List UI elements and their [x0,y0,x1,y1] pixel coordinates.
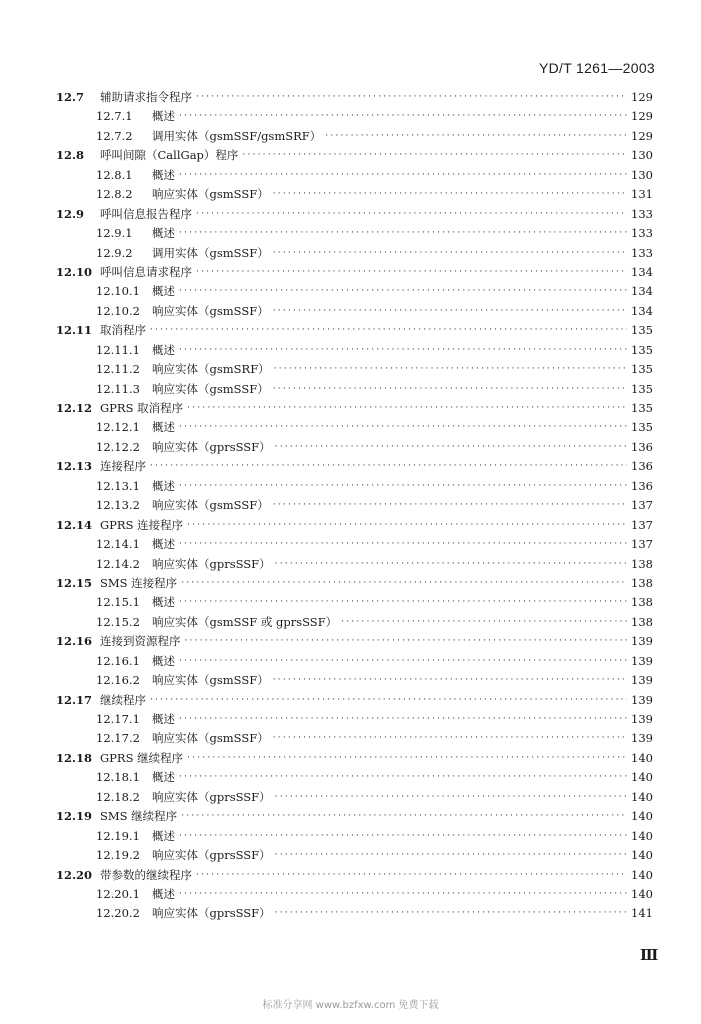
toc-entry-number: 12.10.2 [96,303,140,318]
toc-entry-page: 140 [631,886,653,901]
toc-dot-leader [179,768,627,787]
toc-dot-leader [273,380,627,399]
toc-entry-page: 140 [631,809,653,824]
toc-entry-number: 12.11 [56,323,93,338]
toc-dot-leader [325,127,627,146]
toc-dot-leader [181,574,627,593]
toc-entry-title: 概述 [152,770,175,785]
toc-entry-page: 131 [631,187,653,202]
toc-entry-page: 139 [631,731,653,746]
toc-entry-number: 12.9.2 [96,245,133,260]
toc-section-entry [56,516,653,535]
toc-dot-leader [179,166,627,185]
toc-entry-title: 响应实体（gprsSSF） [152,906,271,921]
toc-dot-leader [181,807,627,826]
toc-entry-number: 12.17.2 [96,731,140,746]
toc-entry-title: 概述 [152,478,175,493]
toc-section-entry [56,146,653,165]
toc-entry-page: 139 [631,712,653,726]
toc-entry-number: 12.9 [56,206,85,221]
toc-entry-title: 响应实体（gsmSSF） [152,498,269,513]
toc-entry-number: 12.16.1 [96,653,140,668]
toc-subsection-entry [56,729,653,748]
toc-entry-title: 呼叫信息报告程序 [100,206,192,221]
toc-subsection-entry [56,613,653,632]
toc-entry-number: 12.16 [56,634,93,649]
toc-subsection-entry [56,885,653,904]
toc-dot-leader [179,341,627,360]
toc-subsection-entry [56,477,653,496]
toc-entry-page: 129 [631,90,653,104]
toc-section-entry [56,321,653,340]
toc-subsection-entry [56,244,653,263]
toc-dot-leader [187,516,627,535]
toc-entry-title: 概述 [152,109,175,124]
toc-dot-leader [242,146,627,165]
toc-subsection-entry [56,418,653,437]
toc-subsection-entry [56,224,653,243]
toc-entry-number: 12.12.1 [96,420,140,435]
toc-entry-page: 140 [631,770,653,785]
document-code-header: YD/T 1261—2003 [538,60,655,76]
toc-entry-number: 12.15.1 [96,595,140,610]
toc-entry-title: 继续程序 [100,692,146,707]
toc-entry-page: 136 [631,439,653,454]
toc-section-entry [56,263,653,282]
toc-dot-leader [150,321,627,340]
toc-dot-leader [273,671,627,690]
toc-subsection-entry [56,185,653,204]
toc-entry-title: GPRS 取消程序 [100,401,184,415]
toc-entry-page: 138 [631,556,653,571]
toc-entry-number: 12.13.1 [96,478,140,493]
toc-entry-page: 137 [631,517,653,532]
toc-dot-leader [273,302,627,321]
toc-entry-number: 12.9.1 [96,226,133,241]
toc-entry-title: 概述 [152,226,175,241]
toc-entry-title: 概述 [152,595,175,610]
toc-entry-title: GPRS 连接程序 [100,517,184,532]
toc-entry-page: 136 [631,459,653,474]
toc-section-entry [56,691,653,710]
toc-entry-page: 129 [631,128,653,143]
toc-subsection-entry [56,652,653,671]
toc-entry-page: 133 [631,206,653,221]
toc-entry-page: 134 [631,284,653,299]
toc-entry-title: 概述 [152,886,175,901]
toc-entry-title: 响应实体（gprsSSF） [152,848,271,863]
toc-entry-number: 12.12 [56,401,93,415]
toc-entry-title: 概述 [152,653,175,668]
toc-dot-leader [185,632,628,651]
toc-dot-leader [150,691,627,710]
toc-entry-page: 141 [631,906,653,921]
toc-dot-leader [275,555,627,574]
toc-dot-leader [273,244,627,263]
toc-entry-title: 概述 [152,712,175,726]
toc-entry-page: 135 [631,381,653,396]
toc-subsection-entry [56,710,653,729]
toc-entry-title: 响应实体（gsmSSF） [152,187,269,202]
toc-entry-page: 134 [631,303,653,318]
toc-entry-page: 137 [631,498,653,513]
toc-entry-number: 12.8 [56,148,85,163]
toc-dot-leader [275,904,627,923]
toc-entry-page: 135 [631,420,653,435]
toc-entry-title: 响应实体（gprsSSF） [152,556,271,571]
toc-dot-leader [179,885,627,904]
toc-dot-leader [196,866,627,885]
toc-subsection-entry [56,593,653,612]
toc-entry-title: SMS 连接程序 [100,575,178,590]
toc-dot-leader [341,613,627,632]
toc-entry-title: SMS 继续程序 [100,809,178,824]
toc-section-entry [56,749,653,768]
toc-entry-title: 响应实体（gsmSSF） [152,673,269,688]
toc-entry-page: 130 [631,167,653,182]
toc-entry-number: 12.20 [56,867,93,882]
toc-entry-page: 139 [631,692,653,707]
toc-subsection-entry [56,788,653,807]
toc-dot-leader [274,360,627,379]
toc-entry-page: 140 [631,848,653,863]
toc-entry-number: 12.18.2 [96,789,140,804]
toc-section-entry [56,88,653,107]
toc-subsection-entry [56,535,653,554]
toc-entry-page: 129 [631,109,653,124]
toc-entry-page: 137 [631,537,653,552]
toc-entry-title: 调用实体（gsmSSF/gsmSRF） [152,128,322,143]
toc-entry-page: 133 [631,245,653,260]
toc-section-entry [56,457,653,476]
toc-dot-leader [179,593,627,612]
toc-entry-page: 136 [631,478,653,493]
toc-entry-number: 12.8.1 [96,167,133,182]
toc-entry-number: 12.8.2 [96,187,133,202]
toc-subsection-entry [56,127,653,146]
toc-entry-page: 138 [631,575,653,590]
toc-dot-leader [179,107,627,126]
toc-subsection-entry [56,341,653,360]
toc-section-entry [56,866,653,885]
toc-entry-number: 12.10.1 [96,284,140,299]
toc-entry-number: 12.14.2 [96,556,140,571]
toc-entry-number: 12.14.1 [96,537,140,552]
toc-entry-page: 140 [631,867,653,882]
toc-subsection-entry [56,282,653,301]
toc-entry-title: 响应实体（gsmSSF） [152,731,269,746]
toc-entry-title: 响应实体（gprsSSF） [152,439,271,454]
toc-entry-number: 12.15 [56,575,93,590]
toc-subsection-entry [56,827,653,846]
toc-entry-page: 138 [631,595,653,610]
toc-entry-number: 12.7.1 [96,109,133,124]
toc-entry-title: 响应实体（gsmSRF） [152,362,270,377]
toc-entry-number: 12.7 [56,90,85,104]
toc-entry-title: 概述 [152,342,175,357]
toc-entry-page: 135 [631,323,653,338]
toc-dot-leader [196,88,627,107]
toc-entry-title: 概述 [152,284,175,299]
toc-entry-title: 连接程序 [100,459,146,474]
toc-entry-number: 12.14 [56,517,93,532]
toc-entry-number: 12.7.2 [96,128,133,143]
toc-subsection-entry [56,302,653,321]
toc-entry-page: 139 [631,653,653,668]
toc-subsection-entry [56,496,653,515]
toc-dot-leader [273,185,627,204]
toc-entry-title: 调用实体（gsmSSF） [152,245,269,260]
toc-entry-number: 12.10 [56,264,93,279]
watermark-footer: 标准分享网 www.bzfxw.com 免费下载 [262,1000,439,1011]
toc-dot-leader [179,827,627,846]
toc-entry-title: 响应实体（gsmSSF） [152,303,269,318]
toc-section-entry [56,399,653,418]
toc-subsection-entry [56,360,653,379]
toc-dot-leader [273,729,627,748]
table-of-contents [56,88,653,924]
toc-subsection-entry [56,380,653,399]
toc-entry-page: 140 [631,789,653,804]
toc-subsection-entry [56,768,653,787]
toc-entry-page: 130 [631,148,653,163]
toc-dot-leader [273,496,627,515]
toc-subsection-entry [56,166,653,185]
toc-entry-title: 取消程序 [100,323,146,338]
toc-dot-leader [187,749,627,768]
toc-entry-number: 12.19.2 [96,848,140,863]
toc-entry-number: 12.11.1 [96,342,140,357]
toc-entry-number: 12.17.1 [96,712,140,726]
toc-entry-page: 138 [631,614,653,629]
toc-entry-number: 12.19 [56,809,93,824]
toc-entry-title: GPRS 继续程序 [100,750,184,765]
toc-dot-leader [187,399,627,418]
toc-entry-title: 连接到资源程序 [100,634,181,649]
toc-subsection-entry [56,438,653,457]
toc-section-entry [56,807,653,826]
toc-entry-title: 呼叫间隙（CallGap）程序 [100,148,239,163]
toc-dot-leader [179,224,627,243]
toc-dot-leader [196,263,627,282]
toc-entry-number: 12.16.2 [96,673,140,688]
toc-dot-leader [275,438,627,457]
toc-entry-page: 135 [631,342,653,357]
toc-entry-number: 12.19.1 [96,828,140,843]
toc-dot-leader [179,535,627,554]
toc-entry-page: 135 [631,401,653,415]
toc-entry-title: 响应实体（gsmSSF） [152,381,269,396]
toc-dot-leader [179,418,627,437]
toc-entry-page: 134 [631,264,653,279]
toc-section-entry [56,574,653,593]
toc-dot-leader [275,846,627,865]
toc-subsection-entry [56,904,653,923]
toc-entry-number: 12.13.2 [96,498,140,513]
toc-entry-page: 133 [631,226,653,241]
toc-section-entry [56,205,653,224]
toc-entry-number: 12.11.3 [96,381,140,396]
toc-entry-page: 140 [631,750,653,765]
toc-entry-title: 概述 [152,537,175,552]
page-number: Ⅲ [640,946,659,964]
toc-subsection-entry [56,555,653,574]
toc-entry-number: 12.18.1 [96,770,140,785]
toc-entry-page: 140 [631,828,653,843]
toc-dot-leader [179,282,627,301]
toc-entry-number: 12.20.1 [96,886,140,901]
toc-entry-title: 概述 [152,420,175,435]
toc-dot-leader [179,652,627,671]
toc-dot-leader [150,457,627,476]
toc-entry-number: 12.20.2 [96,906,140,921]
toc-entry-number: 12.13 [56,459,93,474]
toc-entry-title: 概述 [152,828,175,843]
toc-entry-page: 139 [631,673,653,688]
toc-entry-title: 响应实体（gprsSSF） [152,789,271,804]
toc-entry-page: 135 [631,362,653,377]
toc-dot-leader [275,788,627,807]
toc-subsection-entry [56,846,653,865]
toc-dot-leader [179,477,627,496]
toc-dot-leader [179,710,627,729]
toc-entry-title: 带参数的继续程序 [100,867,192,882]
toc-entry-title: 响应实体（gsmSSF 或 gprsSSF） [152,614,338,629]
toc-entry-title: 概述 [152,167,175,182]
toc-subsection-entry [56,671,653,690]
toc-entry-number: 12.12.2 [96,439,140,454]
toc-entry-title: 辅助请求指令程序 [100,90,192,104]
toc-entry-number: 12.11.2 [96,362,140,377]
toc-entry-title: 呼叫信息请求程序 [100,264,192,279]
toc-dot-leader [196,205,627,224]
toc-entry-page: 139 [631,634,653,649]
toc-entry-number: 12.15.2 [96,614,140,629]
toc-subsection-entry [56,107,653,126]
toc-section-entry [56,632,653,651]
toc-entry-number: 12.18 [56,750,93,765]
toc-entry-number: 12.17 [56,692,93,707]
